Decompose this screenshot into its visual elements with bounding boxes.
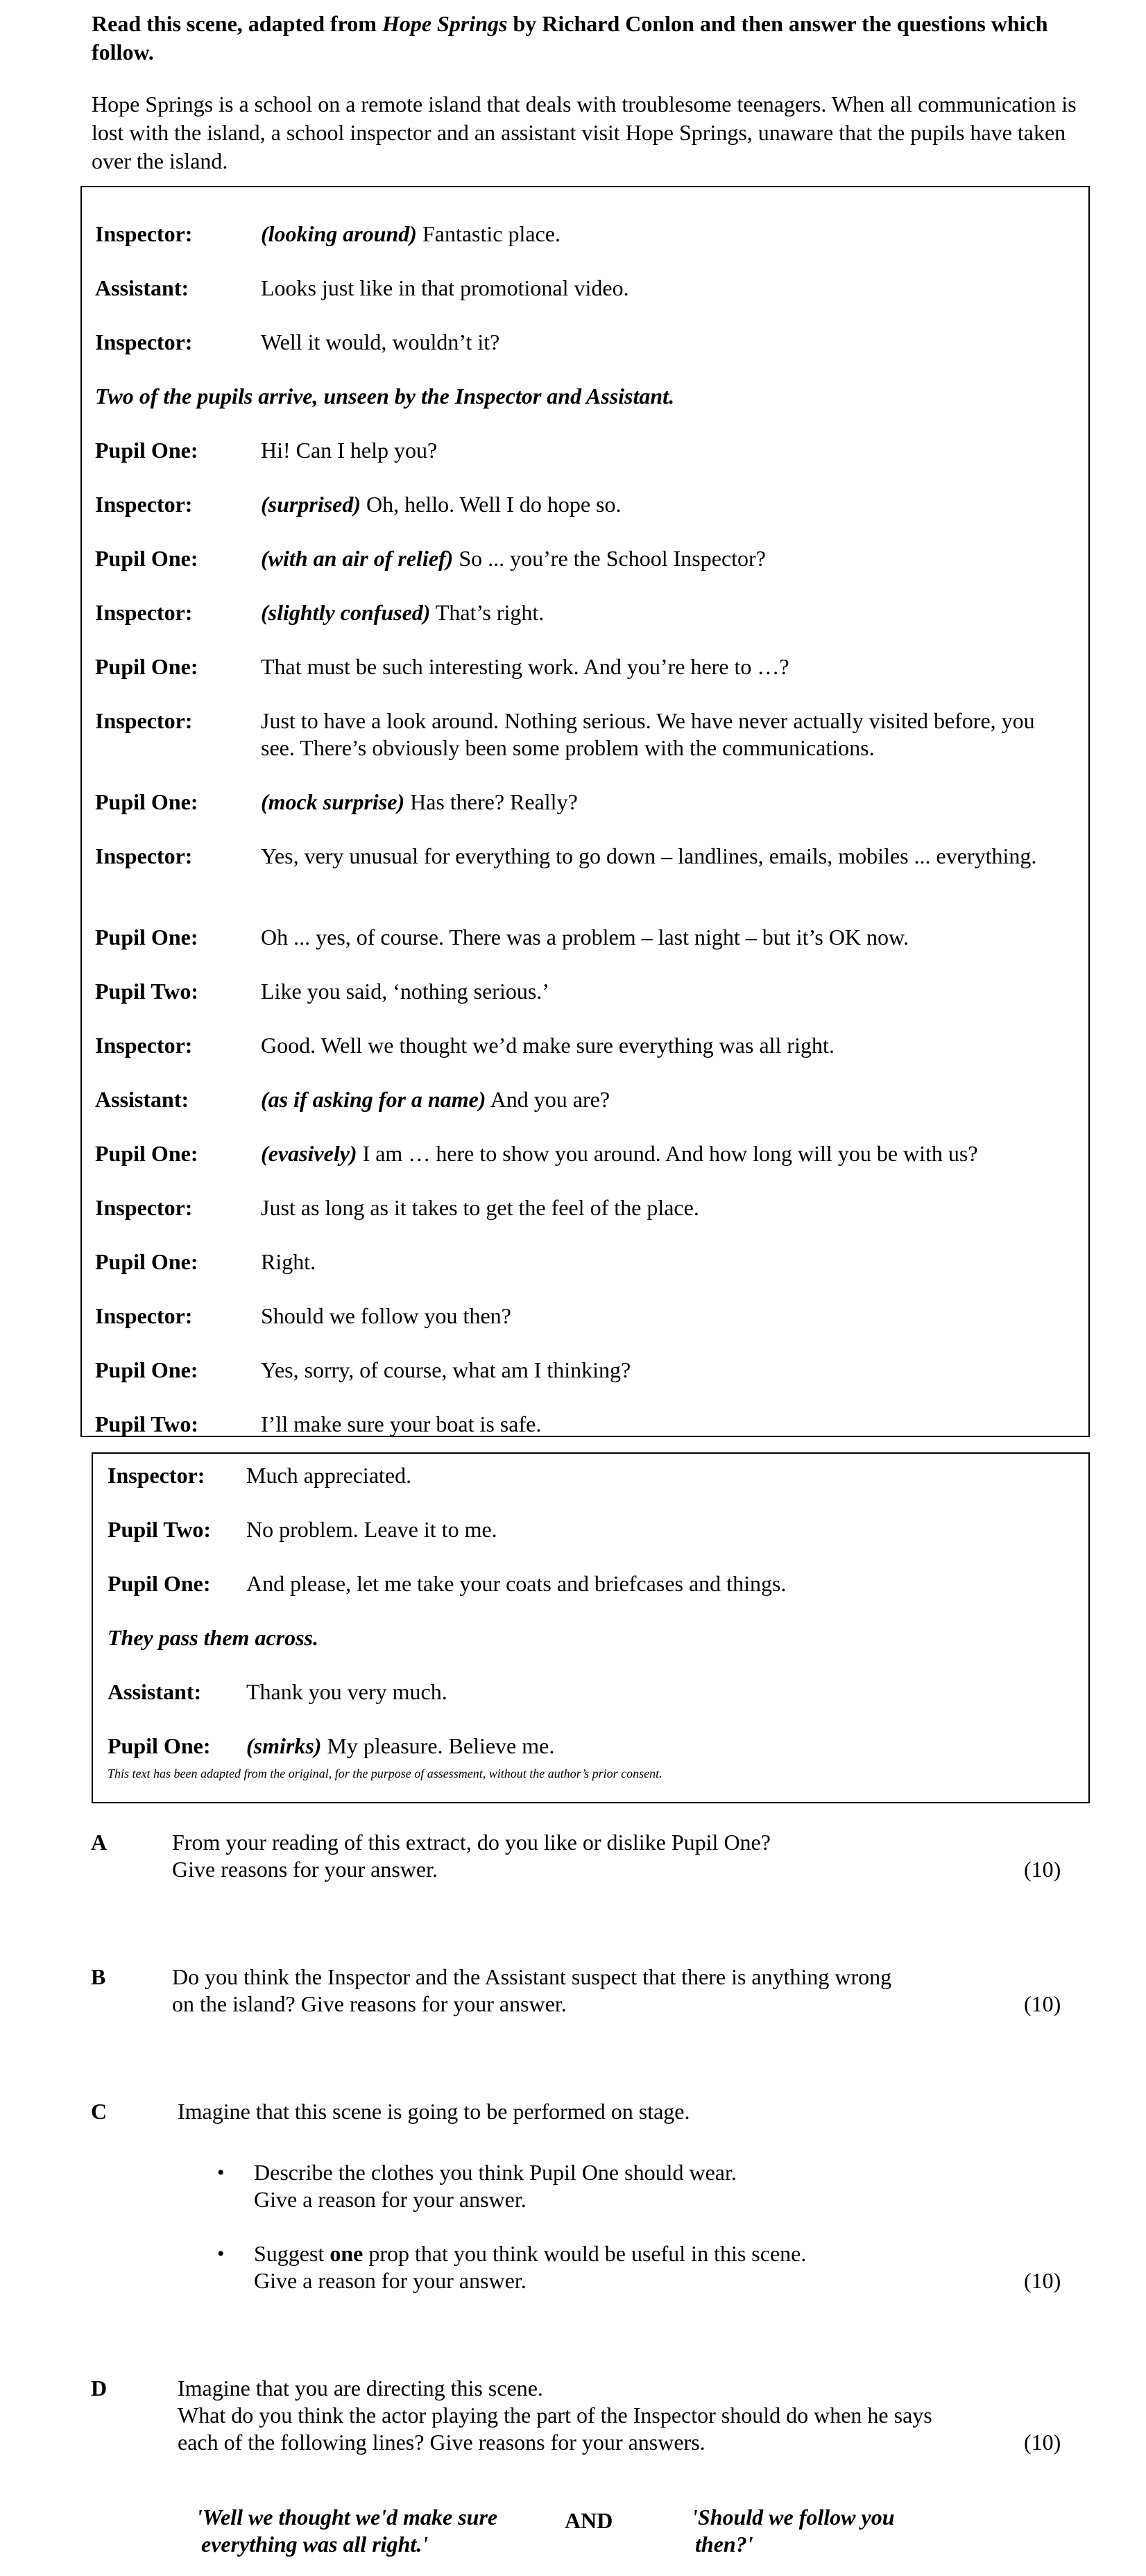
dialogue-text — [261, 1248, 1072, 1276]
speaker-name: Pupil One: — [95, 1357, 198, 1382]
instructions-heading — [92, 10, 1091, 67]
question-letter: A — [91, 1830, 108, 1855]
speaker-name: Pupil Two: — [95, 1411, 199, 1436]
speaker-name: Assistant: — [108, 1679, 202, 1704]
speaker-name: Assistant: — [95, 1087, 189, 1112]
speaker-name: Pupil One: — [95, 925, 198, 950]
bullet-icon: • — [217, 2242, 225, 2265]
question-text: From your reading of this extract, do you like or dislike Pupil One? — [172, 1830, 771, 1855]
stage-direction: Two of the pupils arrive, unseen by the Inspector and Assistant. — [95, 384, 675, 409]
speaker-name: Inspector: — [95, 1195, 193, 1220]
dialogue-text — [261, 707, 1072, 762]
stage-direction: They pass them across. — [108, 1625, 318, 1650]
quoted-line: everything was all right.' — [201, 2532, 429, 2557]
dialogue-words: Right. — [261, 1249, 316, 1274]
speaker-name: Inspector: — [95, 600, 193, 625]
bullet-text: Give a reason for your answer. — [254, 2268, 527, 2293]
stage-direction-inline: (evasively) — [261, 1141, 357, 1166]
dialogue-words: Like you said, ‘nothing serious.’ — [261, 979, 549, 1004]
dialogue-text — [261, 843, 1072, 870]
stage-direction-inline: (smirks) — [246, 1733, 322, 1758]
stage-direction-inline: (with an air of relief) — [261, 546, 454, 571]
quoted-line: 'Should we follow you — [692, 2505, 895, 2530]
question-marks: (10) — [1024, 1857, 1061, 1882]
stage-direction-inline: (slightly confused) — [261, 600, 431, 625]
dialogue-text — [261, 653, 1072, 680]
question-marks: (10) — [1024, 1991, 1061, 2016]
dialogue-words: Just as long as it takes to get the feel of the place. — [261, 1195, 699, 1220]
question-marks: (10) — [1024, 2430, 1061, 2455]
speaker-name: Inspector: — [95, 843, 193, 868]
stage-direction-inline: (as if asking for a name) — [261, 1087, 486, 1112]
dialogue-text — [246, 1462, 1072, 1489]
speaker-name: Inspector: — [95, 1033, 193, 1058]
speaker-name: Pupil One: — [108, 1571, 211, 1596]
dialogue-text — [261, 275, 1072, 302]
speaker-name: Pupil One: — [108, 1733, 211, 1758]
dialogue-words: Yes, very unusual for everything to go down – landlines, emails, mobiles ... everything. — [261, 843, 1037, 868]
dialogue-text — [261, 491, 1072, 518]
dialogue-words: I am … here to show you around. And how long will you be with us? — [357, 1141, 978, 1166]
dialogue-words: That’s right. — [430, 600, 545, 625]
dialogue-words: Just to have a look around. Nothing serious. We have never actually visited before, you see. There’s obviously been some problem with the communications. — [261, 708, 1035, 760]
dialogue-text — [261, 1086, 1072, 1113]
speaker-name: Pupil One: — [95, 1141, 198, 1166]
dialogue-text — [261, 545, 1072, 572]
dialogue-text — [261, 1411, 1072, 1438]
dialogue-words: That must be such interesting work. And you’re here to …? — [261, 654, 789, 679]
question-letter: C — [91, 2099, 108, 2124]
stage-direction-inline: (surprised) — [261, 492, 361, 517]
dialogue-text — [246, 1733, 1072, 1760]
and-connector: AND — [565, 2508, 613, 2533]
speaker-name: Inspector: — [95, 492, 193, 517]
heading-text: Read this scene, adapted from — [92, 11, 382, 36]
dialogue-text — [261, 1032, 1072, 1059]
bullet-text: Give a reason for your answer. — [254, 2187, 527, 2212]
question-letter: B — [91, 1964, 106, 1989]
heading-text-end: by Richard Conlon and then answer the questions which follow. — [92, 11, 1048, 65]
dialogue-text — [261, 221, 1072, 248]
speaker-name: Inspector: — [95, 221, 193, 246]
speaker-name: Inspector: — [95, 1303, 193, 1328]
speaker-name: Pupil Two: — [95, 979, 199, 1004]
dialogue-words: So ... you’re the School Inspector? — [453, 546, 766, 571]
stage-direction-inline: (looking around) — [261, 221, 417, 246]
dialogue-text — [246, 1516, 1072, 1543]
question-marks: (10) — [1024, 2268, 1061, 2293]
question-text: Imagine that you are directing this scene. — [178, 2376, 543, 2401]
dialogue-words: Has there? Really? — [404, 789, 578, 814]
question-text: on the island? Give reasons for your answer. — [172, 1991, 567, 2016]
intro-paragraph: Hope Springs is a school on a remote island that deals with troublesome teenagers. When all communication is lost with the island, a school inspector and an assistant visit Hope Springs, unaware that the pupils have taken over the island. — [92, 92, 1077, 173]
dialogue-text — [261, 329, 1072, 356]
dialogue-words: Oh ... yes, of course. There was a problem – last night – but it’s OK now. — [261, 925, 909, 950]
bullet-text-part: prop that you think would be useful in this scene. — [363, 2241, 807, 2266]
dialogue-words: No problem. Leave it to me. — [246, 1517, 497, 1542]
dialogue-words: Good. Well we thought we’d make sure everything was all right. — [261, 1033, 835, 1058]
question-text: What do you think the actor playing the part of the Inspector should do when he says — [178, 2403, 932, 2428]
dialogue-text — [261, 1194, 1072, 1221]
question-text: Do you think the Inspector and the Assistant suspect that there is anything wrong — [172, 1964, 892, 1989]
bullet-text — [254, 2240, 806, 2267]
dialogue-text — [261, 599, 1072, 626]
question-text: each of the following lines? Give reasons for your answers. — [178, 2430, 705, 2455]
dialogue-words: Much appreciated. — [246, 1463, 412, 1488]
quoted-line: 'Well we thought we'd make sure — [196, 2505, 498, 2530]
dialogue-text — [246, 1678, 1072, 1706]
dialogue-text — [261, 437, 1072, 464]
question-text: Give reasons for your answer. — [172, 1857, 438, 1882]
dialogue-words: Fantastic place. — [416, 221, 561, 246]
dialogue-words: Should we follow you then? — [261, 1303, 511, 1328]
copyright-footnote: This text has been adapted from the original, for the purpose of assessment, without the author’s prior consent. — [108, 1767, 662, 1780]
dialogue-words: Oh, hello. Well I do hope so. — [361, 492, 622, 517]
speaker-name: Pupil One: — [95, 654, 198, 679]
speaker-name: Inspector: — [108, 1463, 205, 1488]
play-title: Hope Springs — [382, 11, 508, 36]
speaker-name: Inspector: — [95, 329, 193, 354]
speaker-name: Pupil Two: — [108, 1517, 212, 1542]
dialogue-words: And please, let me take your coats and briefcases and things. — [246, 1571, 787, 1596]
dialogue-words: And you are? — [486, 1087, 610, 1112]
dialogue-text — [261, 789, 1072, 816]
dialogue-words: My pleasure. Believe me. — [321, 1733, 555, 1758]
bullet-text: Describe the clothes you think Pupil One should wear. — [254, 2160, 737, 2185]
speaker-name: Pupil One: — [95, 438, 198, 463]
speaker-name: Pupil One: — [95, 789, 198, 814]
stage-direction-inline: (mock surprise) — [261, 789, 405, 814]
dialogue-text — [246, 1570, 1072, 1597]
emphasis-word: one — [330, 2241, 364, 2266]
speaker-name: Inspector: — [95, 708, 193, 733]
dialogue-words: Thank you very much. — [246, 1679, 447, 1704]
dialogue-words: Looks just like in that promotional video. — [261, 275, 629, 300]
dialogue-text — [261, 1357, 1072, 1384]
dialogue-words: Yes, sorry, of course, what am I thinking? — [261, 1357, 631, 1382]
dialogue-text — [261, 924, 1072, 951]
dialogue-words: Well it would, wouldn’t it? — [261, 329, 500, 354]
dialogue-words: I’ll make sure your boat is safe. — [261, 1411, 542, 1436]
speaker-name: Assistant: — [95, 275, 189, 300]
quoted-line: then?' — [695, 2532, 753, 2557]
speaker-name: Pupil One: — [95, 1249, 198, 1274]
bullet-icon: • — [217, 2161, 225, 2184]
question-text: Imagine that this scene is going to be performed on stage. — [178, 2099, 690, 2124]
dialogue-words: Hi! Can I help you? — [261, 438, 438, 463]
question-letter: D — [91, 2376, 108, 2401]
speaker-name: Pupil One: — [95, 546, 198, 571]
dialogue-text — [261, 1140, 1072, 1167]
dialogue-text — [261, 1303, 1072, 1330]
bullet-text-part: Suggest — [254, 2241, 330, 2266]
dialogue-text — [261, 978, 1072, 1005]
